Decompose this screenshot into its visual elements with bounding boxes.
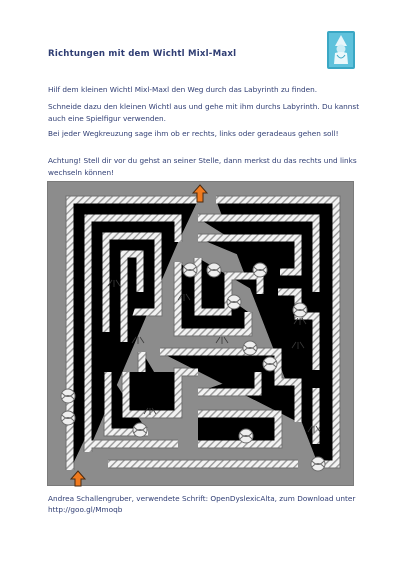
- rope-knot: [311, 457, 325, 471]
- rope-knot: [61, 411, 75, 425]
- instruction-paragraph: Schneide dazu den kleinen Wichtl aus und gehe mit ihm durchs Labyrinth. Du kannst auch eine Spielfigur verwenden.: [48, 102, 360, 123]
- rope-knot: [239, 429, 253, 443]
- rope-knot: [207, 263, 221, 277]
- rope-knot: [243, 341, 257, 355]
- rope-knot: [133, 423, 147, 437]
- page-title: Richtungen mit dem Wichtl Mixl-Maxl: [48, 49, 237, 59]
- rope-knot: [253, 263, 267, 277]
- instruction-paragraph: Bei jeder Wegkreuzung sage ihm ob er rechts, links oder geradeaus gehen soll!: [48, 129, 339, 138]
- rope-knot: [293, 303, 307, 317]
- start-arrow-icon: [71, 471, 85, 486]
- rope-knot: [183, 263, 197, 277]
- instruction-paragraph: Hilf dem kleinen Wichtl Mixl-Maxl den Weg durch das Labyrinth zu finden.: [48, 85, 318, 94]
- rope-labyrinth: [47, 181, 354, 486]
- rope-knot: [263, 357, 277, 371]
- credits-footer: Andrea Schallengruber, verwendete Schrift: OpenDyslexicAlta, zum Download unter http://goo.gl/Mmoqb: [48, 494, 356, 514]
- gnome-figure-icon: [327, 31, 355, 69]
- rope-knot: [61, 389, 75, 403]
- warning-paragraph: Achtung! Stell dir vor du gehst an seiner Stelle, dann merkst du das rechts und links wechseln können!: [48, 156, 357, 177]
- rope-render: [70, 200, 336, 470]
- rope-knot: [227, 295, 241, 309]
